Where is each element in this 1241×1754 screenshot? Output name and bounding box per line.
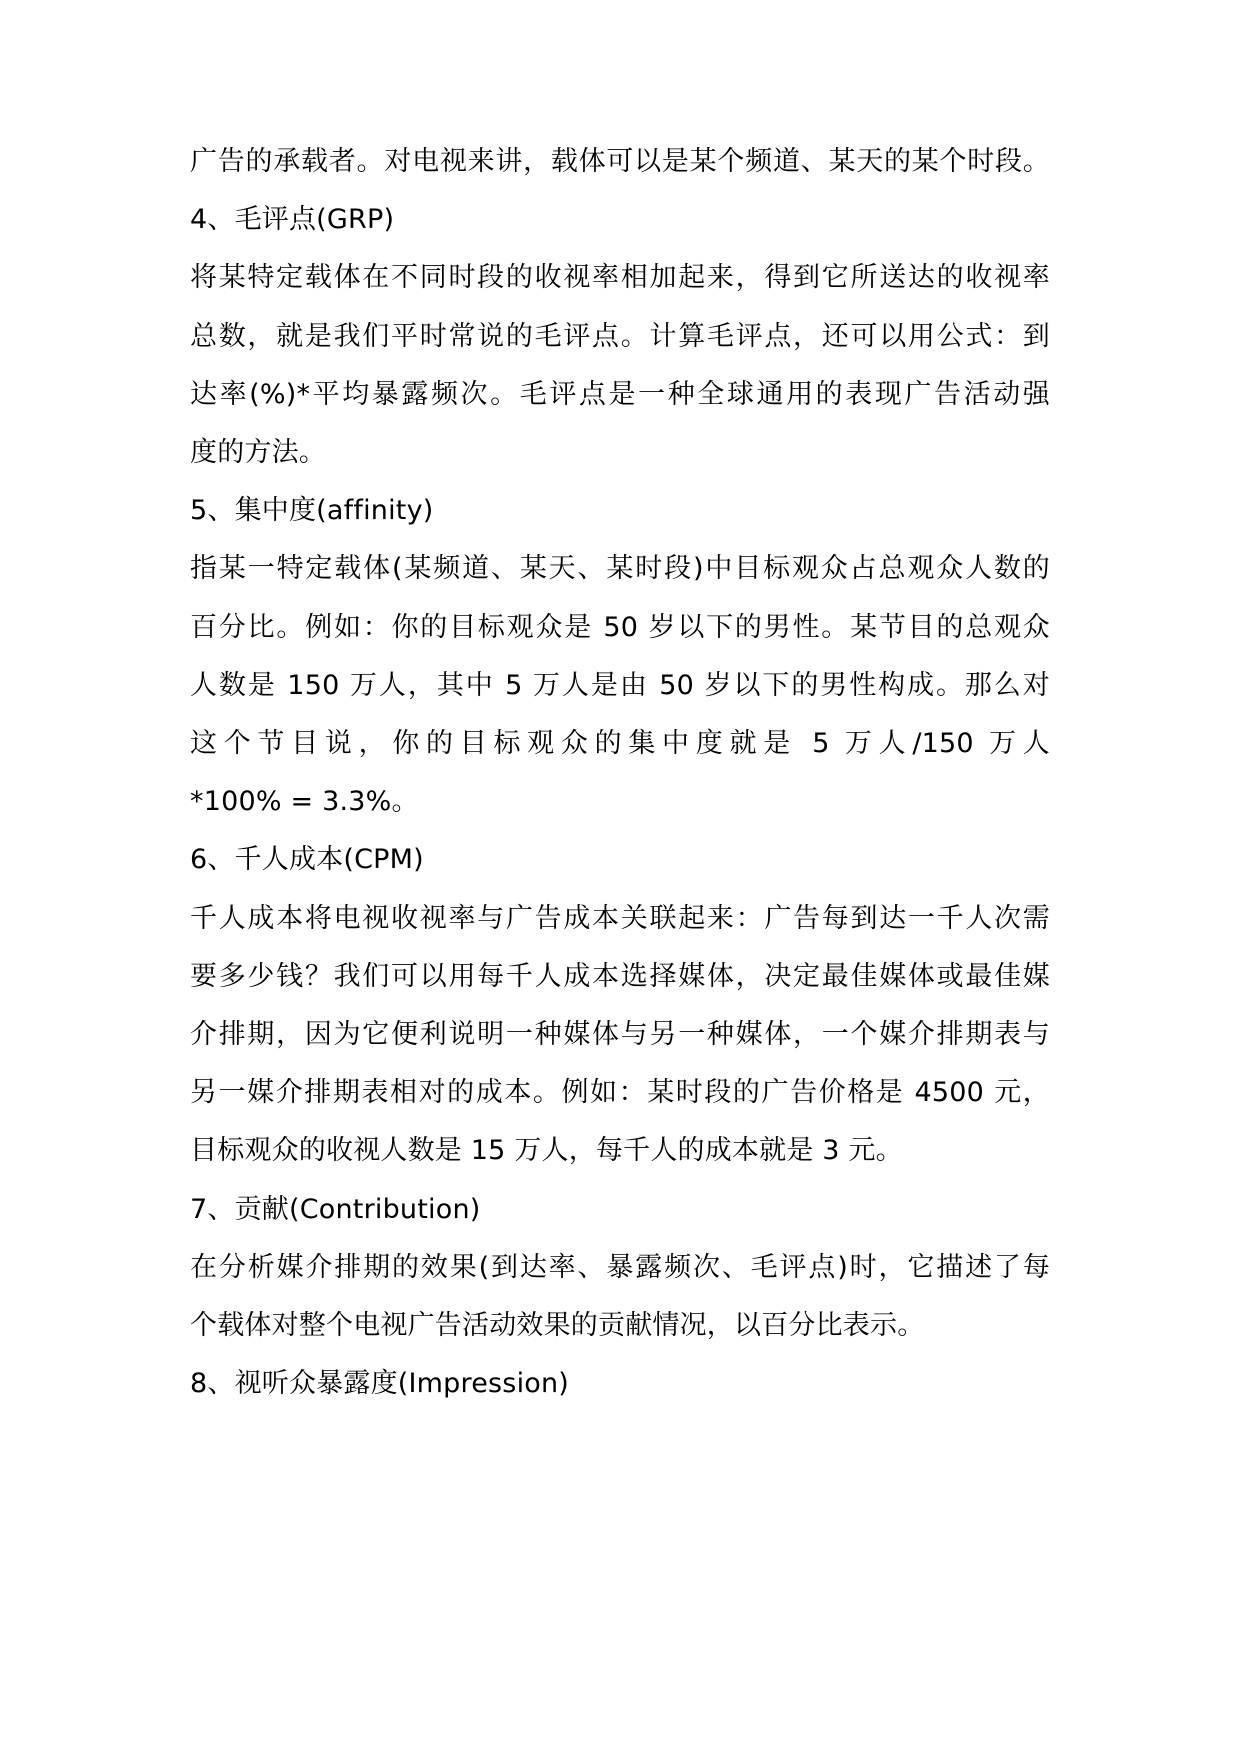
section-heading: 6、千人成本(CPM) — [190, 844, 424, 875]
paragraph-line: 度的方法。 — [190, 437, 326, 468]
paragraph-line: 将某特定载体在不同时段的收视率相加起来，得到它所送达的收视率 — [190, 262, 1050, 293]
paragraph-line: 千人成本将电视收视率与广告成本关联起来：广告每到达一千人次需 — [190, 903, 1050, 934]
paragraph-line: 指某一特定载体(某频道、某天、某时段)中目标观众占总观众人数的 — [190, 553, 1050, 584]
paragraph-line: 广告的承载者。对电视来讲，载体可以是某个频道、某天的某个时段。 — [190, 146, 1050, 177]
paragraph-line: *100% = 3.3%。 — [190, 786, 419, 817]
paragraph-line: 介排期，因为它便利说明一种媒体与另一种媒体，一个媒介排期表与 — [190, 1019, 1050, 1050]
paragraph-line: 要多少钱？我们可以用每千人成本选择媒体，决定最佳媒体或最佳媒 — [190, 961, 1050, 992]
paragraph-line: 达率(%)*平均暴露频次。毛评点是一种全球通用的表现广告活动强 — [190, 379, 1050, 410]
section-heading: 7、贡献(Contribution) — [190, 1194, 481, 1225]
section-heading: 8、视听众暴露度(Impression) — [190, 1368, 570, 1399]
paragraph-line: 百分比。例如：你的目标观众是 50 岁以下的男性。某节目的总观众 — [190, 612, 1050, 643]
paragraph-line: 人数是 150 万人，其中 5 万人是由 50 岁以下的男性构成。那么对 — [190, 670, 1050, 701]
paragraph-line: 另一媒介排期表相对的成本。例如：某时段的广告价格是 4500 元， — [190, 1077, 1050, 1108]
paragraph-line: 总数，就是我们平时常说的毛评点。计算毛评点，还可以用公式：到 — [190, 321, 1050, 352]
section-heading: 4、毛评点(GRP) — [190, 204, 395, 235]
paragraph-line: 个载体对整个电视广告活动效果的贡献情况，以百分比表示。 — [190, 1310, 925, 1341]
paragraph-line: 这个节目说，你的目标观众的集中度就是 5 万人/150 万人 — [190, 728, 1050, 759]
paragraph-line: 在分析媒介排期的效果(到达率、暴露频次、毛评点)时，它描述了每 — [190, 1252, 1050, 1283]
section-heading: 5、集中度(affinity) — [190, 495, 434, 526]
paragraph-line: 目标观众的收视人数是 15 万人，每千人的成本就是 3 元。 — [190, 1135, 903, 1166]
